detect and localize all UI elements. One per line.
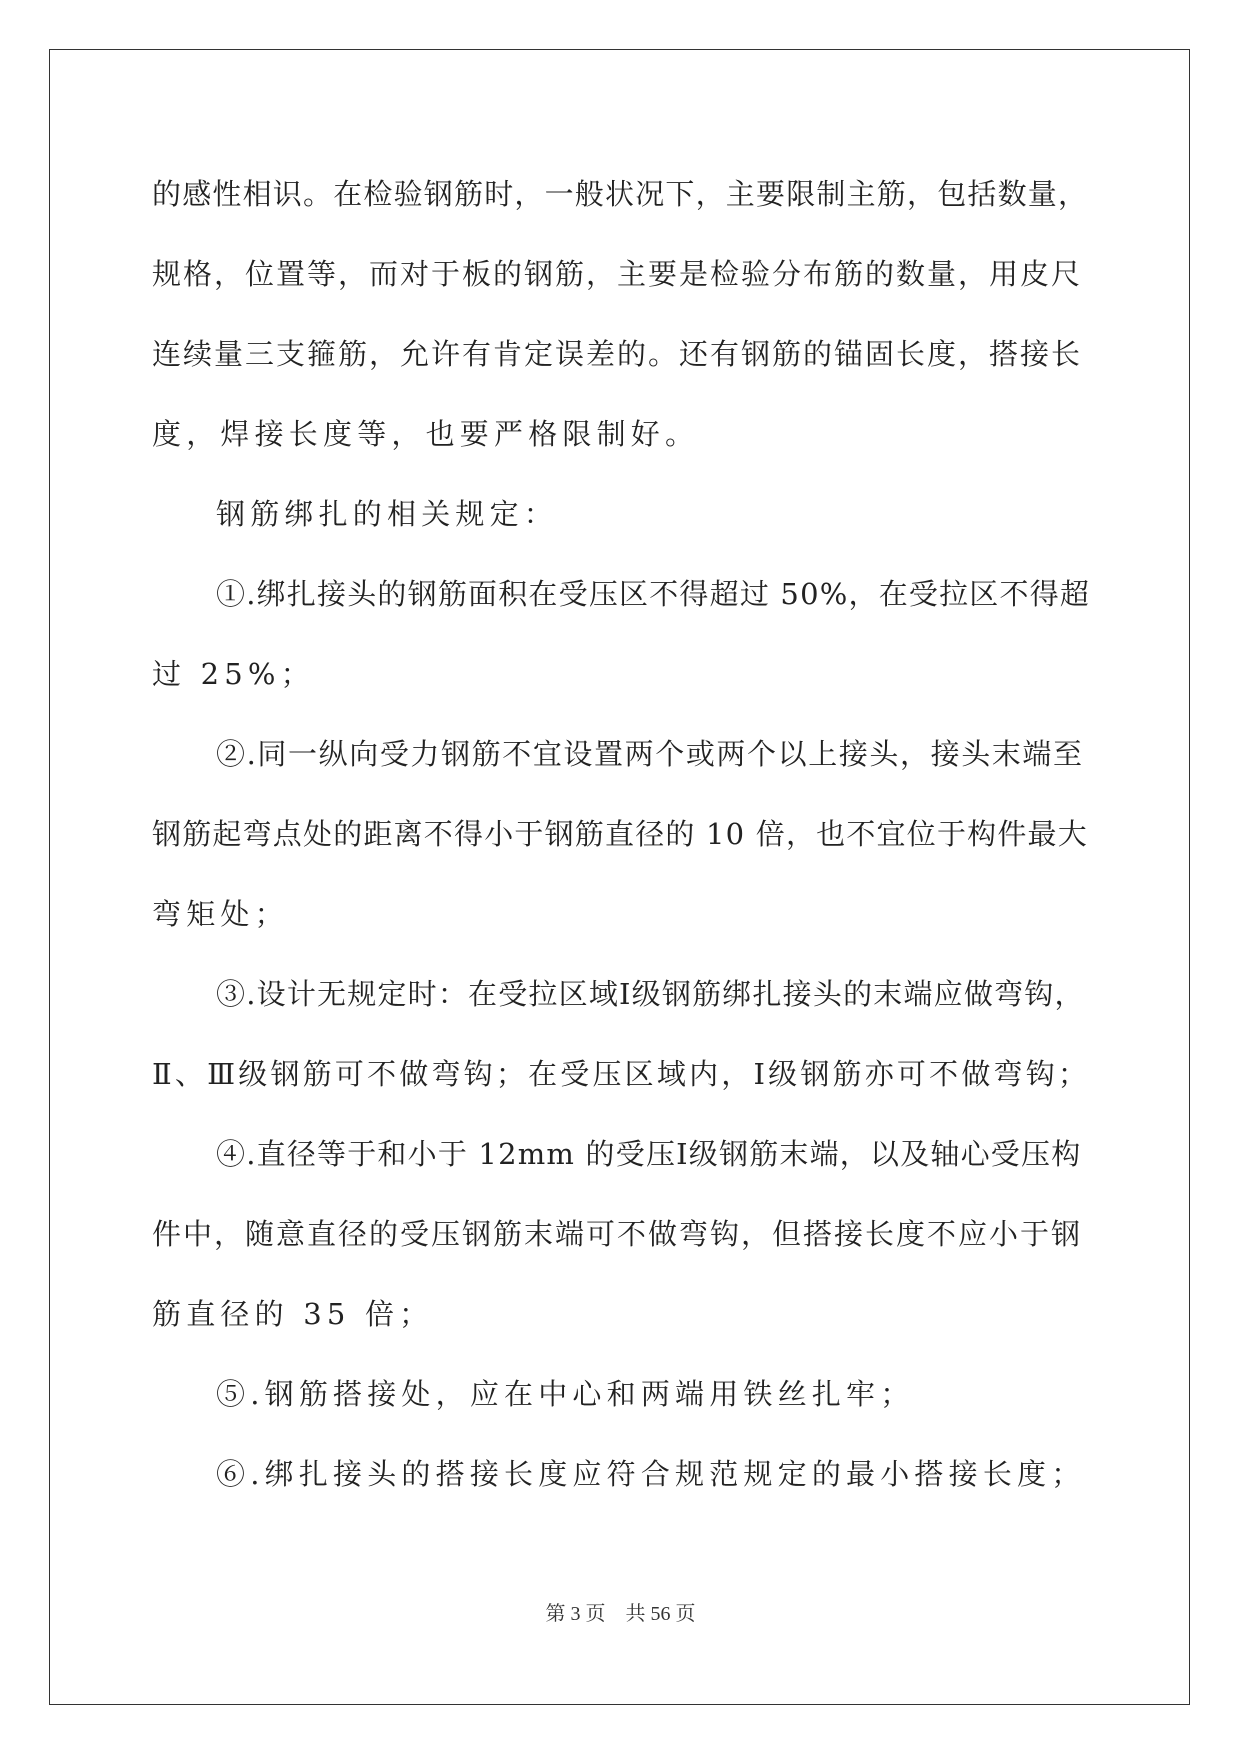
section-heading: 钢筋绑扎的相关规定： bbox=[216, 497, 559, 531]
list-item-1-line: 过 25%； bbox=[152, 657, 315, 691]
page-footer bbox=[0, 1597, 1241, 1626]
list-item-3-line: ③.设计无规定时：在受拉区域Ⅰ级钢筋绑扎接头的末端应做弯钩， bbox=[216, 977, 1085, 1011]
list-item-5-line: ⑤.钢筋搭接处，应在中心和两端用铁丝扎牢； bbox=[216, 1377, 915, 1411]
list-item-1-line: ①.绑扎接头的钢筋面积在受压区不得超过 50%，在受拉区不得超 bbox=[216, 577, 1091, 611]
list-item-2-line: ②.同一纵向受力钢筋不宜设置两个或两个以上接头，接头末端至 bbox=[216, 737, 1084, 771]
list-item-2-line: 钢筋起弯点处的距离不得小于钢筋直径的 10 倍，也不宜位于构件最大 bbox=[152, 817, 1088, 851]
paragraph-line: 度，焊接长度等，也要严格限制好。 bbox=[152, 417, 700, 451]
list-item-4-line: 筋直径的 35 倍； bbox=[152, 1297, 434, 1331]
paragraph-line: 的感性相识。在检验钢筋时，一般状况下，主要限制主筋，包括数量， bbox=[152, 177, 1089, 211]
list-item-2-line: 弯矩处； bbox=[152, 897, 289, 931]
page-number: 第 3 页 共 56 页 bbox=[545, 1603, 696, 1625]
list-item-3-line: Ⅱ、Ⅲ级钢筋可不做弯钩；在受压区域内，Ⅰ级钢筋亦可不做弯钩； bbox=[152, 1057, 1091, 1091]
list-item-6-line: ⑥.绑扎接头的搭接长度应符合规范规定的最小搭接长度； bbox=[216, 1457, 1086, 1491]
list-item-4-line: ④.直径等于和小于 12mm 的受压Ⅰ级钢筋末端，以及轴心受压构 bbox=[216, 1137, 1082, 1171]
list-item-4-line: 件中，随意直径的受压钢筋末端可不做弯钩，但搭接长度不应小于钢 bbox=[152, 1217, 1083, 1251]
paragraph-line: 连续量三支箍筋，允许有肯定误差的。还有钢筋的锚固长度，搭接长 bbox=[152, 337, 1083, 371]
paragraph-line: 规格，位置等，而对于板的钢筋，主要是检验分布筋的数量，用皮尺 bbox=[152, 257, 1083, 291]
